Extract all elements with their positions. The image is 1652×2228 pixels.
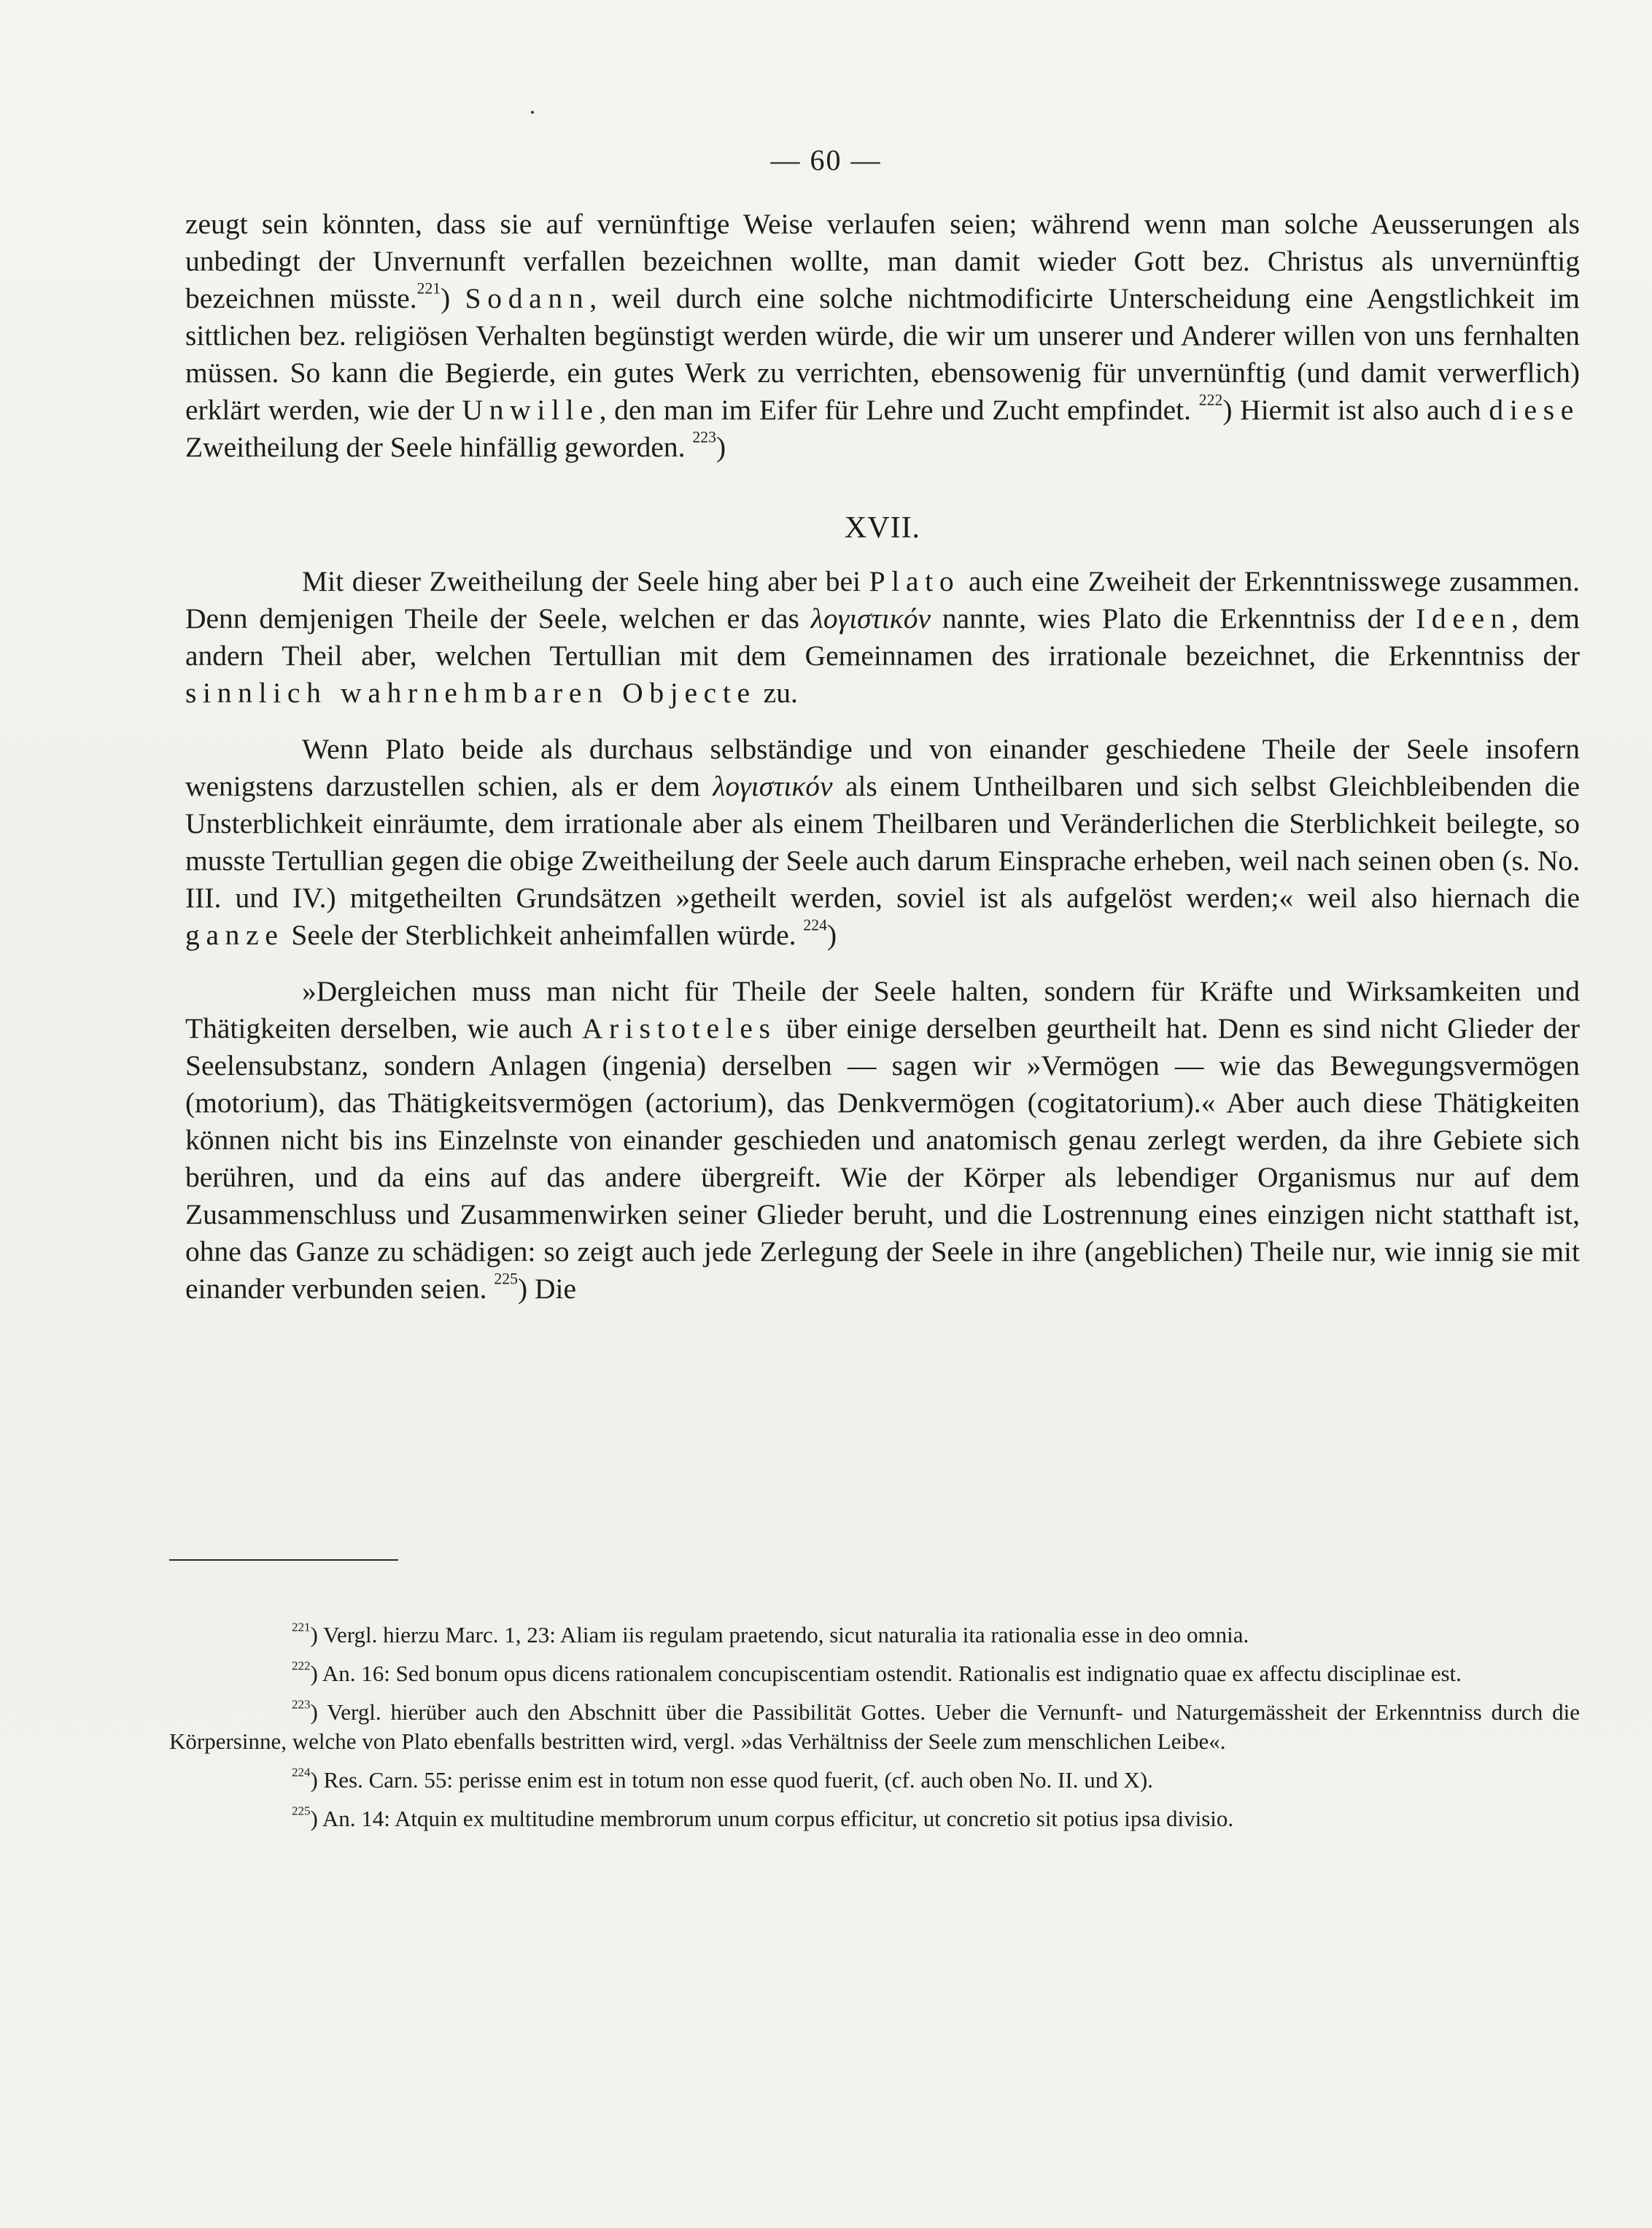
text-run: , dem andern Theil aber, welchen Tertullian mit dem Gemeinnamen des irrationale bezeichnet, die Erkenntniss der bbox=[185, 602, 1580, 672]
spaced-emphasis: sinnlich wahrnehmbaren Objecte bbox=[185, 677, 756, 709]
footnote-224 bbox=[169, 1766, 1580, 1795]
text-run: ) bbox=[716, 431, 726, 463]
greek-term: λογιστικόν bbox=[810, 602, 931, 634]
footnote-223 bbox=[169, 1698, 1580, 1756]
footnote-221 bbox=[169, 1620, 1580, 1650]
footnote-ref: 223 bbox=[292, 1697, 311, 1712]
page-number: — 60 — bbox=[770, 144, 882, 176]
spaced-emphasis: Ideen bbox=[1416, 602, 1512, 634]
spaced-emphasis: Aristoteles bbox=[581, 1012, 777, 1044]
text-run: Wenn Plato beide als durchaus selbständige und von einander geschiedene Theile der Seele insofern wenigstens darzustellen schien, als er dem bbox=[185, 733, 1580, 802]
footnote-ref: 223 bbox=[692, 428, 716, 446]
text-run: »Dergleichen muss man nicht für Theile der Seele halten, sondern für Kräfte und Wirksamkeiten und Thätigkeiten derselben, wie auch bbox=[185, 975, 1580, 1044]
text-run: ) bbox=[826, 919, 837, 951]
text-run: ) Vergl. hierzu Marc. 1, 23: Aliam iis regulam praetendo, sicut naturalia ita rationalia esse in deo omnia. bbox=[310, 1622, 1249, 1647]
spaced-emphasis: diese bbox=[1489, 394, 1580, 426]
text-run: ) An. 14: Atquin ex multitudine membrorum unum corpus efficitur, ut concretio sit potius ipsa divisio. bbox=[310, 1806, 1234, 1831]
text-run: ) Die bbox=[517, 1273, 576, 1305]
paragraph-4 bbox=[185, 973, 1580, 1308]
text-run: über einige derselben geurtheilt hat. Denn es sind nicht Glieder der Seelensubstanz, sondern Anlagen (ingenia) derselben — sagen wir »Vermögen — wie das Bewegungsvermögen (motorium), das Thätigkeitsvermögen (actorium), das Denkvermögen (cogitatorium).« Aber auch diese Thätigkeiten können nicht bis ins Einzelnste von einander geschieden und anatomisch genau zerlegt werden, da ihre Gebiete sich berühren, und da eins auf das andere übergreift. Wie der Körper als lebendiger Organismus nur auf dem Zusammenschluss und Zusammenwirken seiner Glieder beruht, und die Lostrennung eines einzigen nicht statthaft ist, ohne das Ganze zu schädigen: so zeigt auch jede Zerlegung der Seele in ihre (angeblichen) Theile nur, wie innig sie mit einander verbunden seien. bbox=[185, 1012, 1580, 1305]
footnote-ref: 221 bbox=[292, 1620, 311, 1634]
text-run: ) Vergl. hierüber auch den Abschnitt über die Passibilität Gottes. Ueber die Vernunft- und Naturgemässheit der Erkenntniss durch die Körpersinne, welche von Plato ebenfalls bestritten wird, vergl. »das Verhältniss der Seele zum menschlichen Leibe«. bbox=[169, 1699, 1580, 1754]
text-run: ) An. 16: Sed bonum opus dicens rationalem concupiscentiam ostendit. Rationalis est indignatio quae ex affectu disciplinae est. bbox=[310, 1661, 1462, 1686]
text-run: ) Res. Carn. 55: perisse enim est in totum non esse quod fuerit, (cf. auch oben No. II. und X). bbox=[310, 1767, 1153, 1793]
body-text bbox=[185, 206, 1580, 1308]
footnotes bbox=[169, 1620, 1580, 1843]
text-run: Zweitheilung der Seele hinfällig geworden. bbox=[185, 431, 693, 463]
text-run: auch eine Zweiheit der Erkenntnisswege zusammen. Denn demjenigen Theile der Seele, welchen er das bbox=[185, 565, 1580, 634]
spaced-emphasis: ganze bbox=[185, 919, 284, 951]
footnote-divider bbox=[169, 1559, 398, 1561]
footnote-ref: 224 bbox=[803, 916, 827, 934]
spaced-emphasis: Plato bbox=[869, 565, 961, 597]
footnote-ref: 225 bbox=[292, 1804, 311, 1818]
text-run: Seele der Sterblichkeit anheimfallen würde. bbox=[284, 919, 804, 951]
footnote-ref: 222 bbox=[292, 1658, 311, 1673]
footnote-222 bbox=[169, 1659, 1580, 1688]
section-heading: XVII. bbox=[844, 511, 921, 545]
footnote-ref: 224 bbox=[292, 1765, 311, 1779]
footnote-ref: 221 bbox=[416, 279, 441, 298]
text-run: zeugt sein könnten, dass sie auf vernünftige Weise verlaufen seien; während wenn man solche Aeusserungen als unbedingt der Unvernunft verfallen bezeichnen wollte, man damit wieder Gott bez. Christus als unvernünftig bezeichnen müsste. bbox=[185, 208, 1580, 314]
text-run: ) Hiermit ist also auch bbox=[1222, 394, 1489, 426]
text-run: , weil durch eine solche nichtmodificirte Unterscheidung eine Aengstlichkeit im sittlichen bez. religiösen Verhalten begünstigt werden würde, die wir um unserer und Anderer willen von uns fernhalten müssen. So kann die Begierde, ein gutes Werk zu verrichten, ebensowenig für unvernünftig (und damit verwerflich) erklärt werden, wie der bbox=[185, 282, 1581, 426]
text-run: ) bbox=[441, 282, 465, 314]
speck-mark bbox=[531, 111, 534, 114]
text-run: nannte, wies Plato die Erkenntniss der bbox=[931, 602, 1416, 634]
text-run: zu. bbox=[756, 677, 798, 709]
spaced-emphasis: Sodann bbox=[465, 282, 590, 314]
text-run: , den man im Eifer für Lehre und Zucht empfindet. bbox=[599, 394, 1199, 426]
footnote-ref: 222 bbox=[1198, 391, 1223, 409]
paragraph-3 bbox=[185, 731, 1580, 954]
footnote-ref: 225 bbox=[494, 1270, 518, 1288]
paragraph-2 bbox=[185, 563, 1580, 712]
text-run: als einem Untheilbaren und sich selbst Gleichbleibenden die Unsterblichkeit einräumte, dem irrationale aber als einem Theilbaren und Veränderlichen die Sterblichkeit beilegte, so musste Tertullian gegen die obige Zweitheilung der Seele auch darum Einsprache erheben, weil nach seinen oben (s. No. III. und IV.) mitgetheilten Grundsätzen »getheilt werden, soviel ist als aufgelöst werden;« weil also hiernach die bbox=[185, 770, 1580, 914]
text-run: Mit dieser Zweitheilung der Seele hing aber bei bbox=[302, 565, 869, 597]
footnote-225 bbox=[169, 1804, 1580, 1833]
paragraph-1 bbox=[185, 206, 1580, 466]
spaced-emphasis: Unwille bbox=[462, 394, 600, 426]
greek-term: λογιστικόν bbox=[713, 770, 833, 802]
